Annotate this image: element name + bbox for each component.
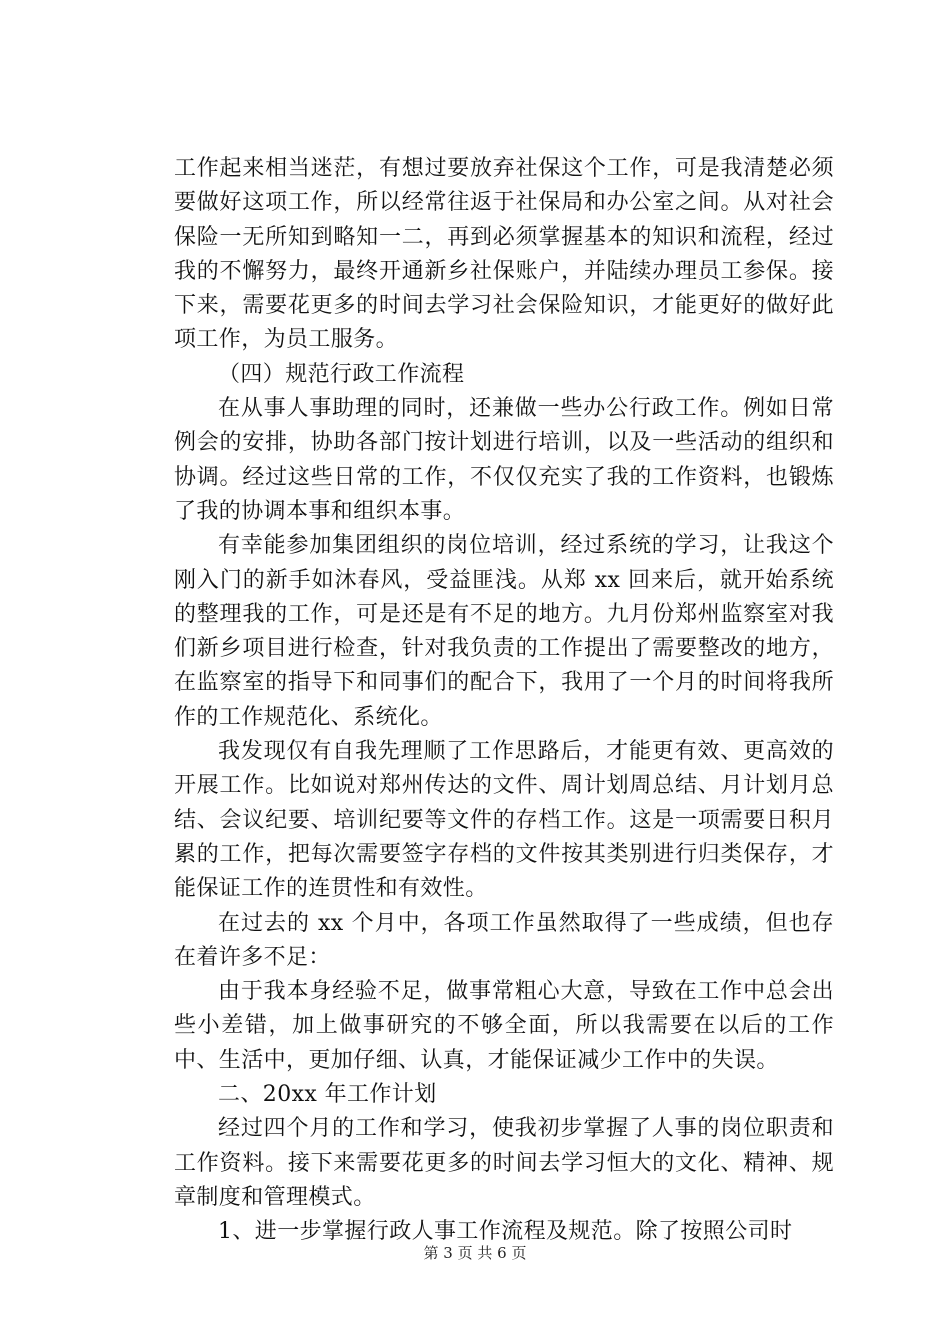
paragraph-shortcomings-intro: 在过去的 xx 个月中，各项工作虽然取得了一些成绩，但也存在着许多不足：: [174, 910, 834, 970]
page-footer: 第 3 页 共 6 页: [423, 1244, 527, 1262]
paragraph-group-training: 有幸能参加集团组织的岗位培训，经过系统的学习，让我这个刚入门的新手如沐春风，受益匪浅。从郑 xx 回来后，就开始系统的整理我的工作，可是还是有不足的地方。九月份郑州监察室对我们新乡项目进行检查，针对我负责的工作提出了需要整改的地方，在监察室的指导下和同事们的配合下，我用了一个月的时间将我所作的工作规范化、系统化。: [174, 533, 834, 730]
paragraph-plan-item-1: 1、进一步掌握行政人事工作流程及规范。除了按照公司时: [218, 1219, 793, 1245]
document-body: [174, 152, 834, 1250]
section-heading-work-plan: 二、20xx 年工作计划: [218, 1082, 437, 1108]
paragraph-social-security: 工作起来相当迷茫，有想过要放弃社保这个工作，可是我清楚必须要做好这项工作，所以经常往返于社保局和办公室之间。从对社会保险一无所知到略知一二，再到必须掌握基本的知识和流程，经过我的不懈努力，最终开通新乡社保账户，并陆续办理员工参保。接下来，需要花更多的时间去学习社会保险知识，才能更好的做好此项工作，为员工服务。: [174, 156, 834, 353]
paragraph-work-organization: 我发现仅有自我先理顺了工作思路后，才能更有效、更高效的开展工作。比如说对郑州传达的文件、周计划周总结、月计划月总结、会议纪要、培训纪要等文件的存档工作。这是一项需要日积月累的工作，把每次需要签字存档的文件按其类别进行归类保存，才能保证工作的连贯性和有效性。: [174, 739, 834, 902]
paragraph-shortcomings: 由于我本身经验不足，做事常粗心大意，导致在工作中总会出些小差错，加上做事研究的不够全面，所以我需要在以后的工作中、生活中，更加仔细、认真，才能保证减少工作中的失误。: [174, 979, 834, 1073]
paragraph-work-plan-intro: 经过四个月的工作和学习，使我初步掌握了人事的岗位职责和工作资料。接下来需要花更多的时间去学习恒大的文化、精神、规章制度和管理模式。: [174, 1116, 834, 1210]
section-heading-admin-workflow: （四）规范行政工作流程: [218, 361, 465, 387]
paragraph-admin-duties: 在从事人事助理的同时，还兼做一些办公行政工作。例如日常例会的安排，协助各部门按计划进行培训，以及一些活动的组织和协调。经过这些日常的工作，不仅仅充实了我的工作资料，也锻炼了我的协调本事和组织本事。: [174, 396, 834, 524]
